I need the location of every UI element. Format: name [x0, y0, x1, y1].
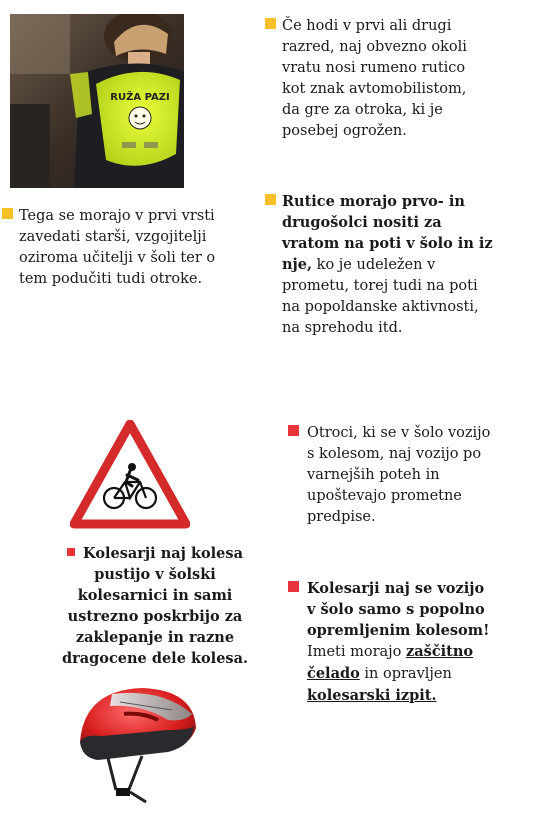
text-block-cyclists-routes	[288, 423, 518, 528]
helmet-emphasis: zaščitno	[406, 643, 474, 660]
block2-line: zavedati starši, vzgojitelji	[19, 229, 207, 245]
block5-line: kolesarnici in sami	[77, 587, 233, 604]
block4-line: Otroci, ki se v šolo vozijo	[307, 425, 491, 441]
block6-bold-line: opremljenim kolesom!	[307, 622, 490, 639]
block3-line: prometu, torej tudi na poti	[282, 278, 478, 294]
bicycle-warning-sign	[70, 420, 190, 530]
block4-line: upoštevajo prometne	[307, 488, 462, 504]
block4-line: s kolesom, naj vozijo po	[307, 446, 482, 462]
block5-line: ustrezno poskrbijo za	[67, 608, 243, 625]
block6-bold-line: Kolesarji naj se vozijo	[307, 580, 485, 597]
block3-bold-line: vratom na poti v šolo in iz	[282, 235, 493, 252]
red-bullet-icon	[288, 425, 299, 436]
block5-line: zaklepanje in razne	[75, 629, 235, 646]
block6-line: Imeti morajo	[307, 644, 407, 660]
yellow-bullet-icon	[2, 208, 13, 219]
block1-line: Če hodi v prvi ali drugi	[282, 18, 452, 34]
block2-line: tem podučiti tudi otroke.	[19, 271, 203, 287]
text-block-scarf-rule	[265, 191, 515, 339]
block3-bold-line: Rutice morajo prvo- in	[282, 193, 465, 210]
yellow-bullet-icon	[265, 194, 276, 205]
red-bullet-icon	[67, 548, 75, 556]
block5-line: Kolesarji naj kolesa	[83, 545, 243, 562]
helmet-emphasis: čelado	[307, 665, 360, 682]
block3-line: ko je udeležen v	[312, 257, 436, 273]
text-block-parents	[2, 206, 242, 290]
block1-line: vratu nosi rumeno rutico	[282, 60, 466, 76]
block1-line: da gre za otroka, ki je	[282, 102, 443, 118]
block4-line: predpise.	[307, 509, 376, 525]
block6-line: in opravljen	[359, 666, 452, 682]
child-vest-photo	[10, 14, 184, 188]
text-block-bike-storage	[50, 543, 260, 669]
block2-line: Tega se morajo v prvi vrsti	[19, 208, 215, 224]
block6-bold-line: v šolo samo s popolno	[307, 601, 485, 618]
yellow-bullet-icon	[265, 18, 276, 29]
block1-line: razred, naj obvezno okoli	[282, 39, 467, 55]
block3-bold-line: drugošolci nositi za	[282, 214, 442, 231]
block5-line: pustijo v šolski	[94, 566, 216, 583]
text-block-equipped-bike	[288, 578, 518, 707]
bicycle-helmet-image	[72, 680, 202, 805]
cycling-exam-emphasis: kolesarski izpit.	[307, 687, 437, 704]
vest-name-text: RUŽA PAZI	[110, 92, 170, 103]
text-block-scarf-notice	[265, 16, 505, 142]
red-bullet-icon	[288, 581, 299, 592]
block3-bold-line: nje,	[282, 256, 313, 273]
block1-line: kot znak avtomobilistom,	[282, 81, 467, 97]
helmet-icon	[72, 680, 202, 805]
block5-line: dragocene dele kolesa.	[61, 650, 249, 667]
bicycle-sign-icon	[70, 420, 190, 530]
block4-line: varnejših poteh in	[307, 467, 440, 483]
block3-line: na popoldanske aktivnosti,	[282, 299, 479, 315]
block2-line: oziroma učitelji v šoli ter o	[19, 250, 216, 266]
child-vest-illustration	[10, 14, 184, 188]
block3-line: na sprehodu itd.	[282, 320, 403, 336]
block1-line: posebej ogrožen.	[282, 123, 407, 139]
